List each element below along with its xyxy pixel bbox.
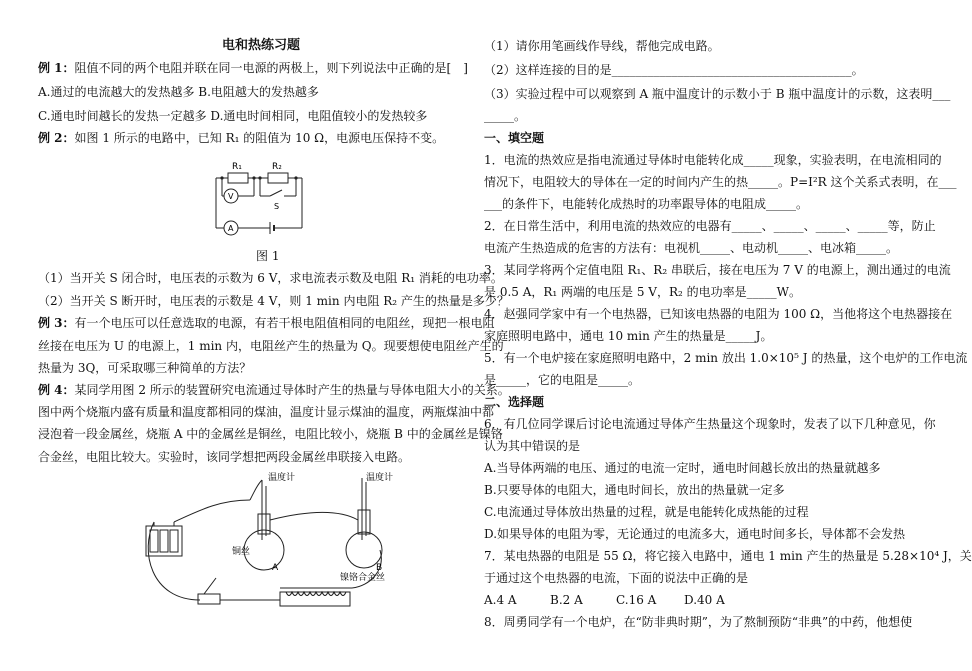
example-1-options-cd: C.通电时间越长的发热一定越多 D.通电时间相同，电阻值较小的发热较多 bbox=[38, 109, 428, 123]
fill-4-line-1: 4．赵强同学家中有一个电热器，已知该电热器的电阻为 100 Ω，当他将这个电热器接在 bbox=[484, 307, 953, 321]
label-flask-a: A bbox=[272, 563, 279, 573]
example-1-label: 例 1： bbox=[38, 61, 75, 75]
choice-7-option-d: D.40 A bbox=[684, 593, 725, 607]
choice-8-line-1: 8．周勇同学有一个电炉，在“防非典时期”，为了熬制预防“非典”的中药，他想使 bbox=[484, 615, 913, 629]
page-title: 电和热练习题 bbox=[222, 38, 301, 53]
fill-5-line-2: 是_____，它的电阻是_____。 bbox=[484, 373, 641, 387]
fill-2-line-1: 2．在日常生活中，利用电流的热效应的电器有_____、_____、_____、_____等，防止 bbox=[484, 219, 936, 233]
label-s: S bbox=[274, 202, 280, 211]
fill-1-line-2: 情况下，电阻较大的导体在一定的时间内产生的热_____。P=I²R 这个关系式表明，在___ bbox=[484, 175, 957, 189]
example-4-line-2: 图中两个烧瓶内盛有质量和温度都相同的煤油，温度计显示煤油的温度，两瓶煤油中都 bbox=[38, 405, 495, 419]
example-3-line-2: 丝接在电压为 U 的电源上，1 min 内，电阻丝产生的热量为 Q。现要想使电阻丝产生的 bbox=[38, 339, 504, 353]
fill-1-line-3: ___的条件下，电能转化成热时的功率跟导体的电阻成_____。 bbox=[484, 197, 809, 211]
example-3-label: 例 3： bbox=[38, 316, 75, 330]
label-flask-b: B bbox=[376, 563, 383, 573]
example-4-line-4: 合金丝，电阻比较大。实验时，该同学想把两段金属丝串联接入电路。 bbox=[38, 450, 411, 464]
fill-5-line-1: 5．有一个电炉接在家庭照明电路中，2 min 放出 1.0×10⁵ J 的热量，这个电炉的工作电流 bbox=[484, 351, 968, 365]
choice-6-option-c: C.电流通过导体放出热量的过程，就是电能转化成热能的过程 bbox=[484, 505, 809, 519]
label-thermometer-b: 温度计 bbox=[366, 473, 394, 483]
section-multiple-choice: 二、选择题 bbox=[484, 395, 545, 409]
label-v: V bbox=[228, 192, 234, 201]
example-2-label: 例 2： bbox=[38, 131, 75, 145]
fill-4-line-2: 家庭照明电路中，通电 10 min 产生的热量是_____J。 bbox=[484, 329, 773, 343]
example-4-label: 例 4： bbox=[38, 383, 75, 397]
switch-icon bbox=[270, 190, 282, 196]
choice-7-option-a: A.4 A bbox=[484, 593, 517, 607]
example-4-line-1: 某同学用图 2 所示的装置研究电流通过导体时产生的热量与导体电阻大小的关系。 bbox=[74, 383, 510, 397]
fill-2-line-2: 电流产生热造成的危害的方法有：电视机_____、电动机_____、电冰箱_____。 bbox=[484, 241, 899, 255]
choice-7-line-2: 于通过这个电热器的电流，下面的说法中正确的是 bbox=[484, 571, 749, 585]
example-1-options-ab: A.通过的电流越大的发热越多 B.电阻越大的发热越多 bbox=[38, 85, 319, 99]
label-nichrome-wire: 镍铬合金丝 bbox=[340, 573, 386, 583]
apparatus-figure-2 bbox=[140, 470, 394, 640]
fill-3-line-1: 3．某同学将两个定值电阻 R₁、R₂ 串联后，接在电压为 7 V 的电源上，测出通过的电流 bbox=[484, 263, 951, 277]
question-4-part-2: （2）这样连接的目的是________________________________________。 bbox=[484, 63, 864, 77]
choice-6-line-2: 认为其中错误的是 bbox=[484, 439, 581, 453]
resistor-r2-icon bbox=[268, 173, 288, 183]
choice-6-option-d: D.如果导体的电阻为零，无论通过的电流多大，通电时间多长，导体都不会发热 bbox=[484, 527, 906, 541]
example-3-line-1: 有一个电压可以任意选取的电源，有若干根电阻值相同的电阻丝，现把一根电阻 bbox=[74, 316, 495, 330]
label-a: A bbox=[228, 224, 234, 233]
label-r1: R₁ bbox=[232, 162, 242, 172]
example-4-line-3: 浸泡着一段金属丝，烧瓶 A 中的金属丝是铜丝，电阻比较小，烧瓶 B 中的金属丝是镍铬 bbox=[38, 427, 503, 441]
example-3-line-3: 热量为 3Q，可采取哪三种简单的方法？ bbox=[38, 361, 252, 375]
example-1-text: 阻值不同的两个电阻并联在同一电源的两极上，则下列说法中正确的是[ ] bbox=[74, 61, 468, 75]
label-copper-wire: 铜丝 bbox=[232, 547, 251, 557]
label-r2: R₂ bbox=[272, 162, 282, 172]
example-2-question-1: （1）当开关 S 闭合时，电压表的示数为 6 V，求电流表示数及电阻 R₁ 消耗的电功率。 bbox=[38, 271, 503, 285]
question-4-part-3-line-2: _____。 bbox=[484, 109, 527, 123]
example-2-question-2: （2）当开关 S 断开时，电压表的示数是 4 V，则 1 min 内电阻 R₂ 产生的热量是多少？ bbox=[38, 294, 509, 308]
choice-6-option-b: B.只要导体的电阻大，通电时间长，放出的热量就一定多 bbox=[484, 483, 785, 497]
fill-1-line-1: 1．电流的热效应是指电流通过导体时电能转化成_____现象，实验表明，在电流相同的 bbox=[484, 153, 942, 167]
example-4 bbox=[38, 382, 510, 398]
choice-6-option-a: A.当导体两端的电压、通过的电流一定时，通电时间越长放出的热量就越多 bbox=[484, 461, 881, 475]
example-1 bbox=[38, 60, 468, 76]
figure-1-caption: 图 1 bbox=[256, 249, 280, 263]
section-fill-in: 一、填空题 bbox=[484, 131, 545, 145]
choice-7-option-b: B.2 A bbox=[550, 593, 583, 607]
choice-6-line-1: 6．有几位同学课后讨论电流通过导体产生热量这个现象时，发表了以下几种意见，你 bbox=[484, 417, 936, 431]
choice-7-option-c: C.16 A bbox=[616, 593, 657, 607]
resistor-r1-icon bbox=[228, 173, 248, 183]
circuit-diagram-figure-1 bbox=[204, 156, 314, 246]
knife-switch-icon bbox=[198, 594, 220, 604]
question-4-part-3-line-1: （3）实验过程中可以观察到 A 瓶中温度计的示数小于 B 瓶中温度计的示数，这表明___ bbox=[484, 87, 951, 101]
label-thermometer-a: 温度计 bbox=[268, 473, 296, 483]
example-3 bbox=[38, 315, 495, 331]
fill-3-line-2: 是 0.5 A，R₁ 两端的电压是 5 V，R₂ 的电功率是_____W。 bbox=[484, 285, 801, 299]
choice-7-line-1: 7．某电热器的电阻是 55 Ω，将它接入电路中，通电 1 min 产生的热量是 5.28×10⁴ J，关 bbox=[484, 549, 972, 563]
question-4-part-1: （1）请你用笔画线作导线，帮他完成电路。 bbox=[484, 39, 720, 53]
example-2 bbox=[38, 130, 444, 146]
example-2-text: 如图 1 所示的电路中，已知 R₁ 的阻值为 10 Ω，电源电压保持不变。 bbox=[74, 131, 445, 145]
